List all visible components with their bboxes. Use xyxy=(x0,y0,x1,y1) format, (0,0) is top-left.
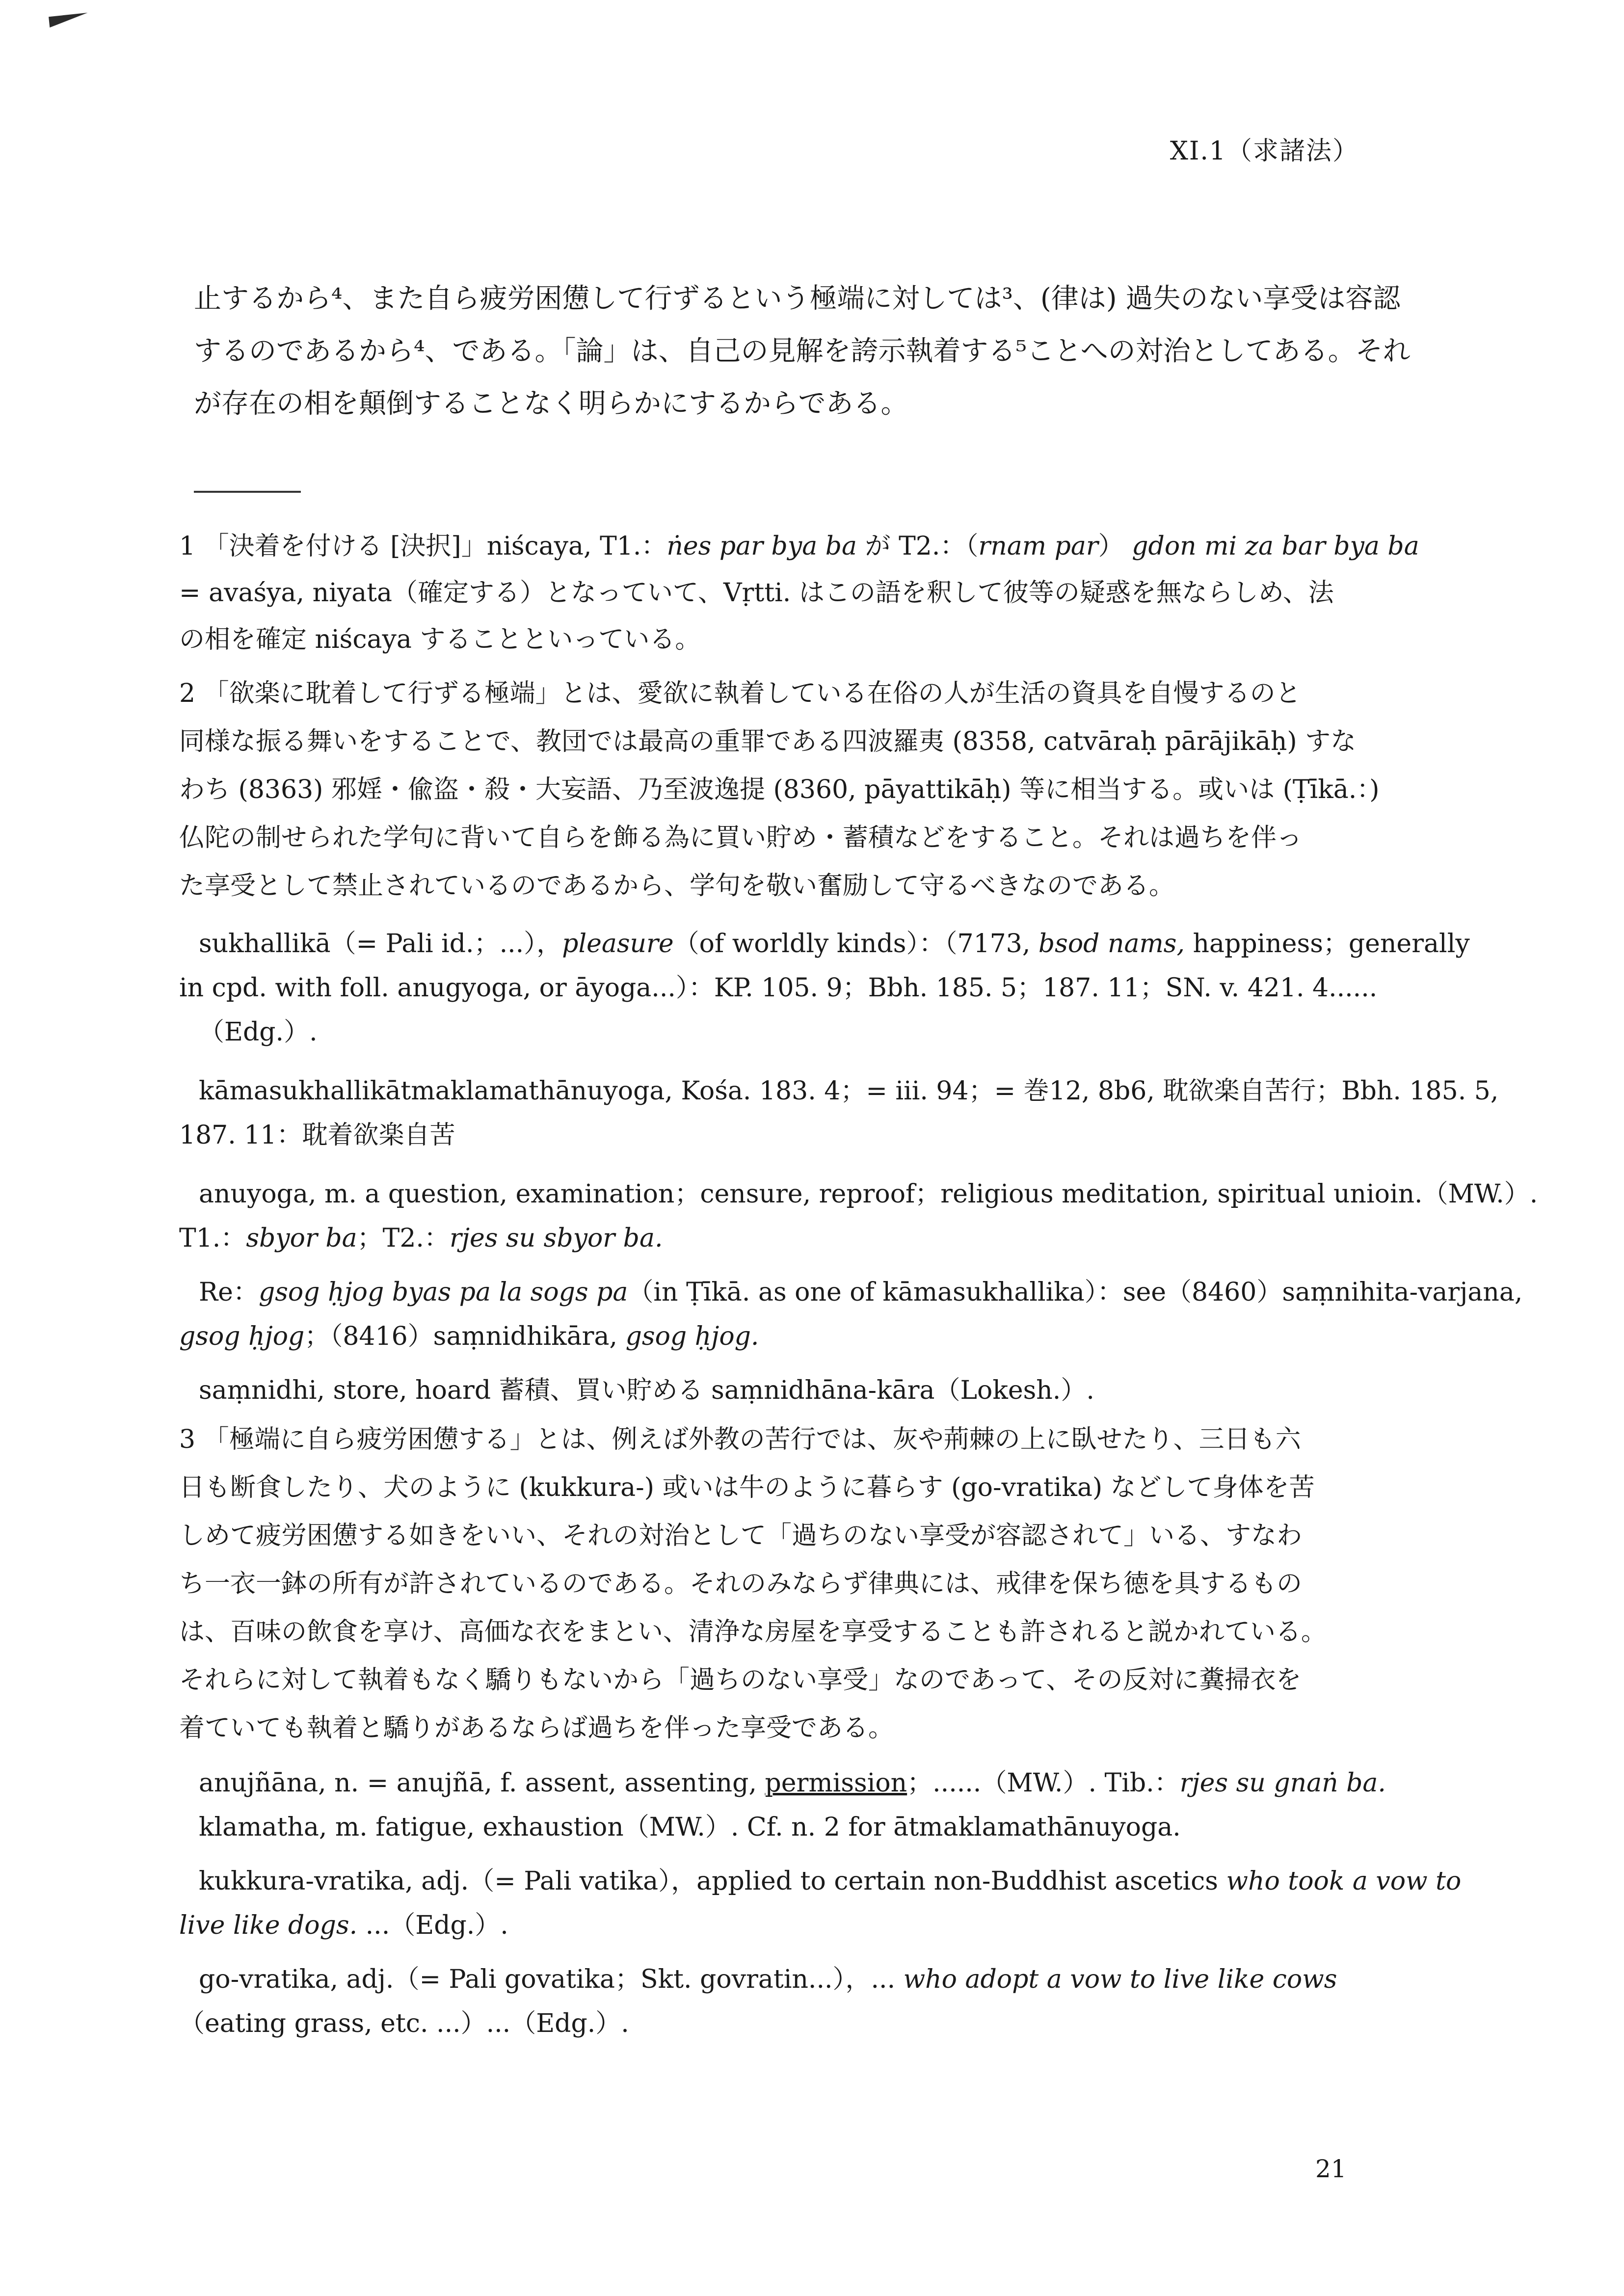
anuyoga-entry-2: T1.：sbyor ba；T2.：rjes su sbyor ba. xyxy=(179,1224,663,1253)
note-3-line-7: 着ていても執着と驕りがあるならば過ちを伴った享受である。 xyxy=(179,1713,894,1743)
klamatha-entry: klamatha, m. fatigue, exhaustion（MW.）. Cf. n. 2 for ātmaklamathānuyoga. xyxy=(199,1813,1181,1842)
note-3-line-3: しめて疲労困憊する如きをいい、それの対治として「過ちのない享受が容認されて」いる、すなわ xyxy=(179,1521,1303,1550)
kamasukha-entry-2: 187. 11：耽着欲楽自苦 xyxy=(179,1121,455,1150)
footnote-separator xyxy=(194,491,301,493)
kukkura-entry-1: kukkura-vratika, adj.（= Pali vatika），applied to certain non-Buddhist ascetics who took a vow to xyxy=(199,1867,1462,1896)
main-line-2: するのであるから⁴、である。「論」は、自己の見解を誇示執着する⁵ことへの対治としてある。それ xyxy=(194,335,1411,367)
running-header: XI.1（求諸法） xyxy=(1170,136,1359,166)
samnidhi-entry: saṃnidhi, store, hoard 蓄積、買い貯める saṃnidhāna-kāra（Lokesh.）. xyxy=(199,1376,1094,1405)
note-1-line-2: = avaśya, niyata（確定する）となっていて、Vṛtti. はこの語を釈して彼等の疑惑を無ならしめ、法 xyxy=(179,578,1334,608)
kukkura-entry-2: live like dogs. ...（Edg.）. xyxy=(179,1911,508,1940)
page-number: 21 xyxy=(1315,2155,1347,2183)
note-2-line-1: 2 「欲楽に耽着して行ずる極端」とは、愛欲に執着している在俗の人が生活の資具を自慢するのと xyxy=(179,679,1301,708)
note-3-line-6: それらに対して執着もなく驕りもないから「過ちのない享受」なのであって、その反対に糞掃衣を xyxy=(179,1665,1302,1695)
govratika-entry-2: （eating grass, etc. ...）...（Edg.）. xyxy=(179,2009,629,2038)
main-line-1: 止するから⁴、また自ら疲労困憊して行ずるという極端に対しては³、(律は) 過失のない享受は容認 xyxy=(194,283,1401,315)
anujnana-entry: anujñāna, n. = anujñā, f. assent, assenting, permission；......（MW.）. Tib.：rjes su gnaṅ ba. xyxy=(199,1768,1386,1798)
note-3-line-1: 3 「極端に自ら疲労困憊する」とは、例えば外教の苦行では、灰や荊棘の上に臥せたり、三日も六 xyxy=(179,1425,1301,1454)
govratika-entry-1: go-vratika, adj.（= Pali govatika；Skt. govratin...），... who adopt a vow to live like cows xyxy=(199,1965,1337,1994)
kamasukha-entry-1: kāmasukhallikātmaklamathānuyoga, Kośa. 183. 4；= iii. 94；= 巻12, 8b6, 耽欲楽自苦行；Bbh. 185. 5, xyxy=(199,1076,1499,1106)
re-entry-2: gsog ḥjog；（8416）saṃnidhikāra, gsog ḥjog. xyxy=(179,1322,759,1351)
sukhallika-entry-2: in cpd. with foll. anugyoga, or āyoga...）：KP. 105. 9；Bbh. 185. 5；187. 11；SN. v. 421. 4...... xyxy=(179,973,1378,1003)
note-1-line-1: 1 「決着を付ける [決択]」niścaya, T1.：ṅes par bya ba が T2.：（rnam par） gdon mi za bar bya ba xyxy=(179,532,1419,561)
note-1-line-3: の相を確定 niścaya することといっている。 xyxy=(179,625,701,654)
re-entry-1: Re：gsog ḥjog byas pa la sogs pa（in Ṭīkā. as one of kāmasukhallika）：see（8460）saṃnihita-varjana, xyxy=(199,1278,1523,1307)
note-2-line-2: 同様な振る舞いをすることで、教団では最高の重罪である四波羅夷 (8358, catvāraḥ pārājikāḥ) すな xyxy=(179,727,1357,756)
anuyoga-entry-1: anuyoga, m. a question, examination；censure, reproof；religious meditation, spiritual unioin.（MW.）. xyxy=(199,1179,1538,1209)
scan-corner-mark xyxy=(49,13,89,27)
note-2-line-5: た享受として禁止されているのであるから、学句を敬い奮励して守るべきなのである。 xyxy=(179,871,1175,901)
note-2-line-4: 仏陀の制せられた学句に背いて自らを飾る為に買い貯め・蓄積などをすること。それは過ちを伴っ xyxy=(179,823,1303,853)
main-text xyxy=(194,272,1411,430)
note-2-line-3: わち (8363) 邪婬・偸盗・殺・大妄語、乃至波逸提 (8360, pāyattikāḥ) 等に相当する。或いは (Ṭīkā.：) xyxy=(179,775,1380,804)
main-line-3: が存在の相を顛倒することなく明らかにするからである。 xyxy=(194,388,908,420)
sukhallika-entry-1: sukhallikā（= Pali id.；...），pleasure（of worldly kinds）：（7173, bsod nams, happiness；generally xyxy=(199,929,1470,959)
note-3-line-4: ち一衣一鉢の所有が許されているのである。それのみならず律典には、戒律を保ち徳を具するもの xyxy=(179,1569,1303,1599)
note-3-line-5: は、百味の飲食を享け、高価な衣をまとい、清浄な房屋を享受することも許されると説かれている。 xyxy=(179,1617,1327,1647)
note-3-line-2: 日も断食したり、犬のように (kukkura-) 或いは牛のように暮らす (go-vratika) などして身体を苦 xyxy=(179,1473,1315,1502)
sukhallika-entry-3: （Edg.）. xyxy=(199,1017,318,1047)
